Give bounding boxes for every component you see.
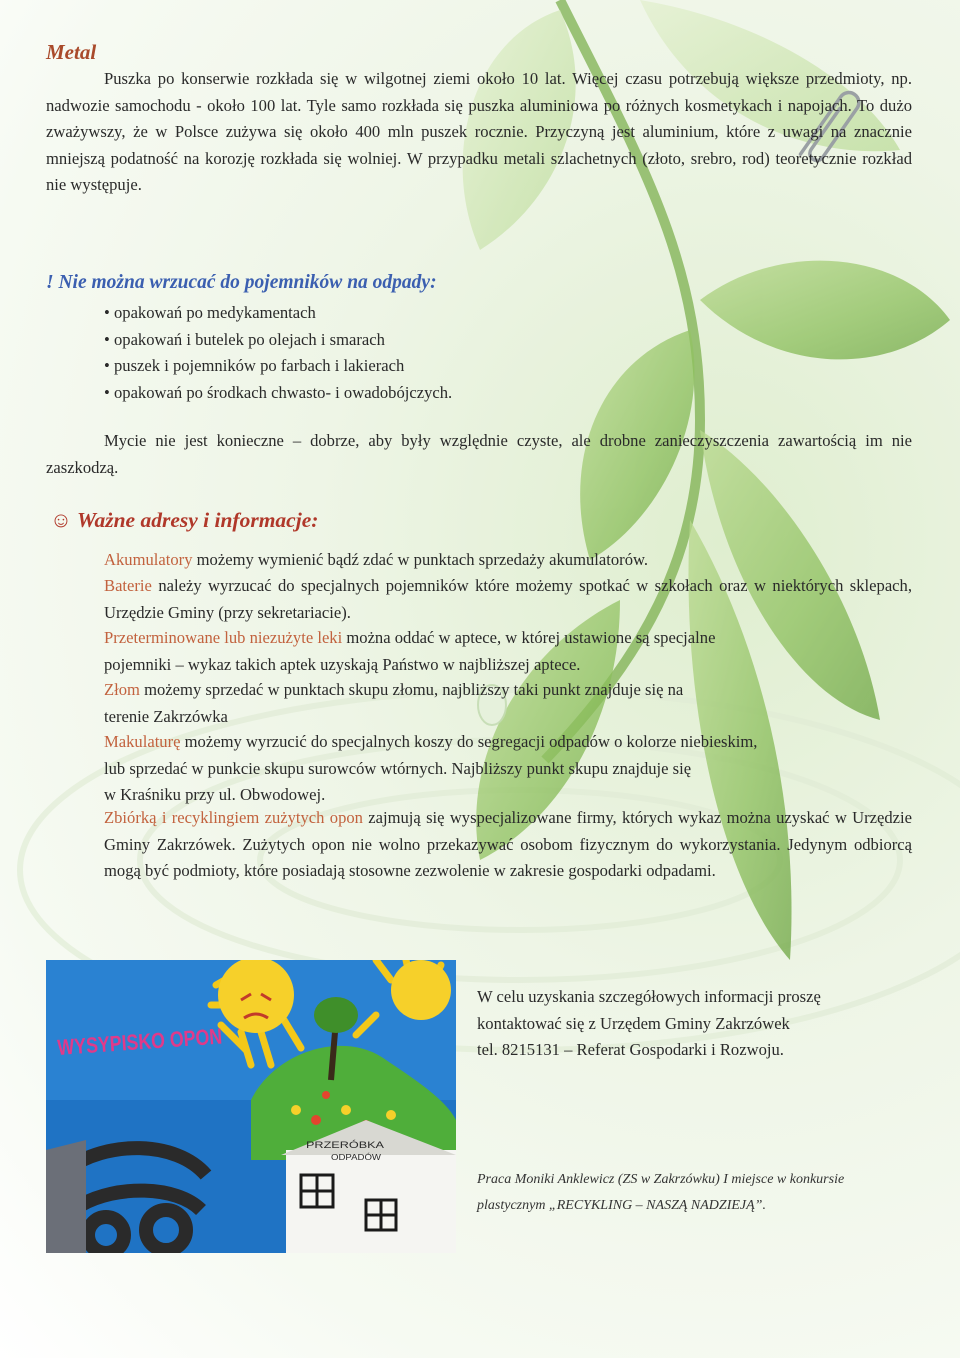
entry-text-line2: pojemniki – wykaz takich aptek uzyskają Państwo w najbliższej aptece. xyxy=(104,654,581,674)
painting-house-text-2: ODPADÓW xyxy=(331,1153,382,1162)
painting-caption xyxy=(477,1167,917,1219)
entry-makulatura xyxy=(104,729,912,809)
painting-sign-text: WYSYPISKO OPON xyxy=(56,1020,263,1060)
entry-text: zajmują się wyspecjalizowane firmy, których wykaz można uzyskać w Urzędzie Gminy Zakrzówek. Zużytych opon nie wolno przekazywać osobom fizycznym do wykorzystania. Jedynym odbiorcą mogą być podmioty, które posiadają stosowne zezwolenie w zakresie gospodarki odpadami. xyxy=(104,808,913,880)
caption-line: plastycznym „RECYKLING – NASZĄ NADZIEJĄ”. xyxy=(477,1198,766,1213)
entry-akumulatory xyxy=(104,547,912,574)
entry-text: możemy wyrzucić do specjalnych koszy do segregacji odpadów o kolorze niebieskim, xyxy=(180,732,758,751)
contact-phone: tel. 8215131 – Referat Gospodarki i Rozwoju. xyxy=(477,1040,784,1059)
entry-opony xyxy=(104,805,912,885)
washing-note: Mycie nie jest konieczne – dobrze, aby były względnie czyste, ale drobne zanieczyszczenia zawartością im nie zaszkodzą. xyxy=(46,431,912,477)
contact-line: W celu uzyskania szczegółowych informacji proszę xyxy=(477,987,821,1006)
list-item: • opakowań i butelek po olejach i smarach xyxy=(104,327,452,354)
contact-line: kontaktować się z Urzędem Gminy Zakrzówek xyxy=(477,1013,790,1033)
entry-key: Przeterminowane lub niezużyte leki xyxy=(104,628,343,647)
entry-leki xyxy=(104,625,912,678)
list-item: • opakowań po środkach chwasto- i owadobójczych. xyxy=(104,380,452,407)
entry-zlom xyxy=(104,677,912,730)
entry-text: możemy sprzedać w punktach skupu złomu, najbliższy taki punkt znajduje się na xyxy=(139,680,684,699)
entry-key: Złom xyxy=(104,680,140,699)
list-item: • opakowań po medykamentach xyxy=(104,300,452,327)
entry-text: można oddać w aptece, w której ustawione są specjalne xyxy=(342,628,716,647)
childrens-painting xyxy=(46,960,456,1253)
prohibited-items-list xyxy=(104,300,452,406)
warning-heading: ! Nie można wrzucać do pojemników na odpady: xyxy=(46,272,437,293)
entry-key: Akumulatory xyxy=(104,550,193,569)
entry-text-line2: terenie Zakrzówka xyxy=(104,706,228,726)
entry-baterie xyxy=(104,573,912,626)
entry-text-line3: w Kraśniku przy ul. Obwodowej. xyxy=(104,785,326,804)
list-item: • puszek i pojemników po farbach i lakierach xyxy=(104,353,452,380)
metal-paragraph: Puszka po konserwie rozkłada się w wilgotnej ziemi około 10 lat. Więcej czasu potrzebują większe przedmioty, np. nadwozie samochodu - około 100 lat. Tyle samo rozkłada się puszka aluminiowa po różnych kosmetykach i napojach. To dużo zważywszy, że w Polsce zużywa się około 400 mln puszek rocznie. Przyczyną jest aluminium, które z uwagi na znacznie mniejszą podatność na korozję rozkłada się wolniej. W przypadku metali szlachetnych (złoto, srebro, rod) teoretycznie rozkład nie występuje. xyxy=(46,69,912,194)
entry-key: Zbiórką i recyklingiem zużytych opon xyxy=(104,808,363,827)
addresses-heading: ☺ Ważne adresy i informacje: xyxy=(50,508,319,532)
section-title-metal: Metal xyxy=(46,40,97,64)
entry-text: należy wyrzucać do specjalnych pojemników które możemy spotkać w szkołach oraz w niektórych sklepach, Urzędzie Gminy (przy sekretariacie). xyxy=(104,576,912,622)
caption-line: Praca Moniki Anklewicz (ZS w Zakrzówku) I miejsce w konkursie xyxy=(477,1172,845,1187)
painting-house-text-1: PRZERÓBKA xyxy=(306,1140,384,1150)
entry-key: Baterie xyxy=(104,576,152,595)
entry-text-line2: lub sprzedać w punkcie skupu surowców wtórnych. Najbliższy punkt skupu znajduje się xyxy=(104,758,692,778)
contact-info xyxy=(477,984,912,1064)
entry-key: Makulaturę xyxy=(104,732,181,751)
entry-text: możemy wymienić bądź zdać w punktach sprzedaży akumulatorów. xyxy=(192,550,649,569)
